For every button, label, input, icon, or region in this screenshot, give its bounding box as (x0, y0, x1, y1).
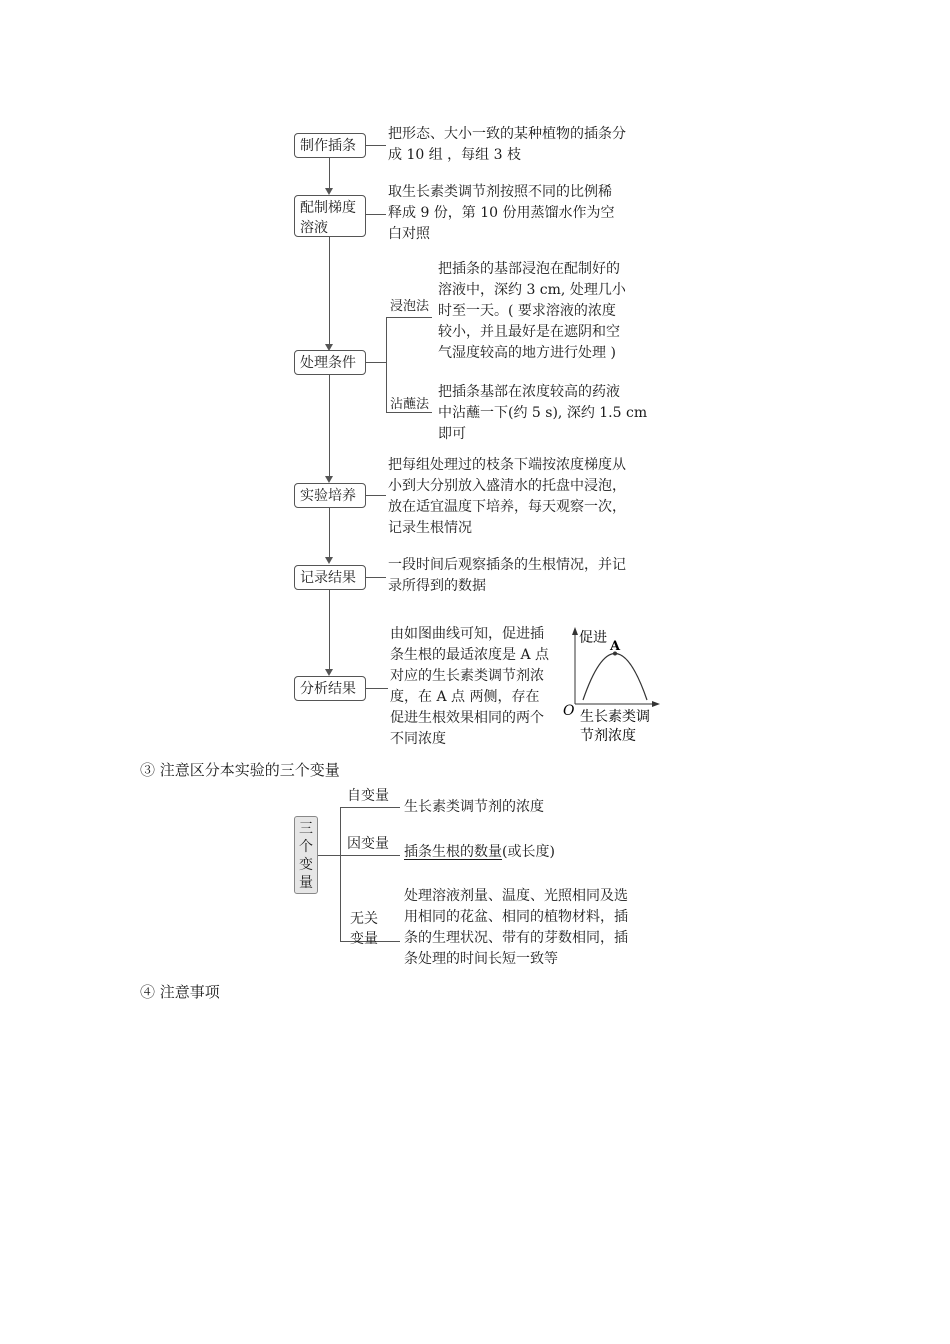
section-3-title: ③ 注意区分本实验的三个变量 (140, 761, 340, 779)
step-box-prepare-solutions: 配制梯度 溶液 (294, 195, 366, 237)
step-desc-culture: 把每组处理过的枝条下端按浓度梯度从 小到大分别放入盛清水的托盘中浸泡， 放在适宜温度下培养，每天观察一次， 记录生根情况 (388, 457, 626, 536)
connector-line (329, 236, 330, 345)
independent-variable-label: 自变量 (347, 788, 389, 804)
response-curve (583, 654, 647, 701)
irrelevant-variable-desc: 处理溶液剂量、温度、光照相同及选 用相同的花盆、相同的植物材料，插 条的生理状况、带有的芽数相同，插 条处理的时间长短一致等 (404, 888, 628, 967)
bracket-line (386, 317, 432, 318)
section-4-title: ④ 注意事项 (140, 983, 220, 1001)
connector-line (329, 508, 330, 558)
connector-line (366, 145, 386, 146)
y-axis-label: 促进 (579, 630, 607, 646)
connector-line (329, 590, 330, 670)
connector-line (318, 855, 340, 856)
bracket-line (340, 807, 341, 941)
bracket-line (386, 317, 387, 412)
method-dipping-label: 沾蘸法 (390, 397, 430, 412)
connector-line (366, 495, 386, 496)
step-box-culture: 实验培养 (294, 483, 366, 508)
x-axis-label-line1: 生长素类调 (580, 709, 650, 725)
dependent-variable-label: 因变量 (347, 836, 389, 852)
step-box-make-cuttings: 制作插条 (294, 133, 366, 158)
bracket-line (340, 807, 400, 808)
arrow-down-icon (325, 669, 333, 676)
arrow-down-icon (325, 557, 333, 564)
bracket-line (340, 855, 400, 856)
irrelevant-variable-label: 无关 变量 (350, 911, 378, 947)
peak-label: A (610, 639, 621, 654)
method-dipping-desc: 把插条基部在浓度较高的药液 中沾蘸一下(约 5 s), 深约 1.5 cm 即可 (438, 384, 648, 442)
x-axis-arrow-icon (652, 701, 660, 707)
dependent-variable-desc: 插条生根的数量(或长度) (404, 844, 555, 860)
connector-line (366, 577, 386, 578)
step-box-analyze: 分析结果 (294, 676, 366, 701)
step-desc-analyze: 由如图曲线可知，促进插 条生根的最适浓度是 A 点 对应的生长素类调节剂浓 度，在 A 点 两侧，存在 促进生根效果相同的两个 不同浓度 (390, 626, 550, 747)
independent-variable-desc: 生长素类调节剂的浓度 (404, 799, 544, 815)
arrow-down-icon (325, 188, 333, 195)
arrow-down-icon (325, 476, 333, 483)
step-desc-make-cuttings: 把形态、大小一致的某种植物的插条分 成 10 组 ，每组 3 枝 (388, 126, 626, 163)
step-box-treatment: 处理条件 (294, 350, 366, 375)
step-box-record: 记录结果 (294, 565, 366, 590)
connector-line (329, 157, 330, 189)
connector-line (366, 688, 388, 689)
step-desc-prepare-solutions: 取生长素类调节剂按照不同的比例稀 释成 9 份，第 10 份用蒸馏水作为空 白对照 (388, 184, 615, 242)
method-soaking-desc: 把插条的基部浸泡在配制好的 溶液中，深约 3 cm, 处理几小 时至一天。( 要求溶液的浓度 较小，并且最好是在遮阴和空 气湿度较高的地方进行处理 ) (438, 261, 626, 361)
y-axis-arrow-icon (572, 627, 578, 635)
x-axis-label-line2: 节剂浓度 (580, 728, 636, 744)
connector-line (329, 375, 330, 477)
origin-label: O (563, 703, 575, 719)
three-variables-box: 三 个 变 量 (294, 816, 318, 894)
method-soaking-label: 浸泡法 (390, 299, 430, 314)
connector-line (366, 214, 386, 215)
concentration-curve-graph (560, 622, 670, 750)
connector-line (366, 362, 386, 363)
step-desc-record: 一段时间后观察插条的生根情况，并记 录所得到的数据 (388, 557, 626, 594)
